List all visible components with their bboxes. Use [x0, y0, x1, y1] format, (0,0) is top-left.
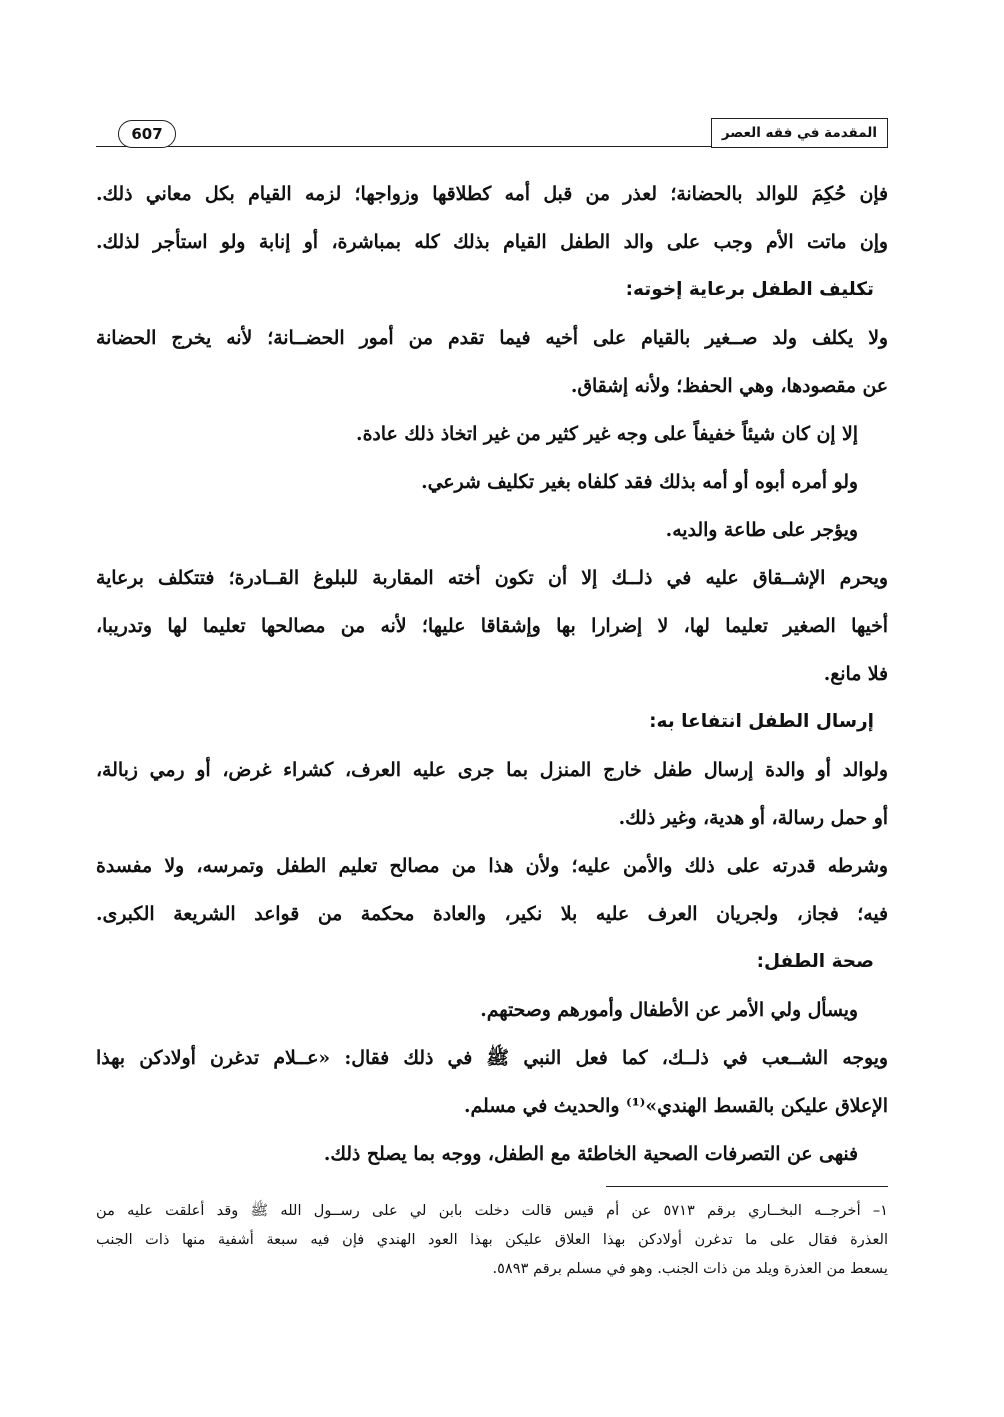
paragraph-line: فإن حُكِمَ للوالد بالحضانة؛ لعذر من قبل أمه كطلاقها وزواجها؛ لزمه القيام بكل معاني ذلك. [96, 183, 888, 205]
paragraph-line: فيه؛ فجاز، ولجريان العرف عليه بلا نكير، والعادة محكمة من قواعد الشريعة الكبرى. [96, 903, 888, 925]
paragraph-line: ولو أمره أبوه أو أمه بذلك فقد كلفاه بغير تكليف شرعي. [421, 471, 858, 493]
paragraph-line: عن مقصودها، وهي الحفظ؛ ولأنه إشقاق. [570, 375, 888, 397]
section-heading: إرسال الطفل انتفاعا به: [649, 711, 874, 732]
footnote-line: ١– أخرجــه البخــاري برقم ٥٧١٣ عن أم قيس قالت دخلت بابن لي على رســول الله ﷺ وقد أعلقت عليه من [96, 1202, 888, 1219]
paragraph-line: الإعلاق عليكن بالقسط الهندي»⁽¹⁾ والحديث في مسلم. [463, 1095, 888, 1117]
paragraph-line: ويوجه الشــعب في ذلــك، كما فعل النبي ﷺ في ذلك فقال: «عــلام تدغرن أولادكن بهذا [96, 1047, 888, 1069]
paragraph-line: وإن ماتت الأم وجب على والد الطفل القيام بذلك كله بمباشرة، أو إنابة ولو استأجر لذلك. [96, 231, 888, 253]
paragraph-line: إلا إن كان شيئاً خفيفاً على وجه غير كثير من غير اتخاذ ذلك عادة. [356, 423, 858, 445]
footnote-line: يسعط من العذرة ويلد من ذات الجنب. وهو في مسلم برقم ٥٨٩٣. [492, 1260, 888, 1277]
footnote-separator [606, 1186, 888, 1187]
paragraph-line: ويؤجر على طاعة والديه. [665, 519, 858, 541]
section-heading: تكليف الطفل برعاية إخوته: [625, 279, 874, 300]
paragraph-line: ولوالد أو والدة إرسال طفل خارج المنزل بما جرى عليه العرف، كشراء غرض، أو رمي زبالة، [96, 759, 888, 781]
footnote-line: العذرة فقال على ما تدغرن أولادكن بهذا العلاق عليكن بهذا العود الهندي فإن فيه سبعة أشفية منها ذات الجنب [96, 1231, 888, 1248]
paragraph-line: أو حمل رسالة، أو هدية، وغير ذلك. [618, 807, 888, 829]
book-title: المقدمة في فقه العصر [711, 118, 888, 148]
paragraph-line: فلا مانع. [823, 663, 888, 685]
paragraph-line: فنهى عن التصرفات الصحية الخاطئة مع الطفل، ووجه بما يصلح ذلك. [323, 1143, 858, 1165]
page-number: 607 [118, 120, 176, 148]
footnote [96, 1196, 888, 1283]
paragraph-line: ويسأل ولي الأمر عن الأطفال وأمورهم وصحتهم. [480, 999, 858, 1021]
paragraph-line: ويحرم الإشــقاق عليه في ذلــك إلا أن تكون أخته المقاربة للبلوغ القــادرة؛ فتتكلف برعاية [96, 567, 888, 589]
paragraph-line: وشرطه قدرته على ذلك والأمن عليه؛ ولأن هذا من مصالح تعليم الطفل وتمرسه، ولا مفسدة [96, 855, 888, 877]
page-header [96, 116, 888, 148]
page-body [96, 170, 888, 1178]
paragraph-line: ولا يكلف ولد صــغير بالقيام على أخيه فيما تقدم من أمور الحضــانة؛ لأنه يخرج الحضانة [96, 327, 888, 349]
paragraph-line: أخيها الصغير تعليما لها، لا إضرارا بها وإشقاقا عليها؛ لأنه من مصالحها تعليما لها وتدريبا، [96, 615, 888, 637]
section-heading: صحة الطفل: [756, 951, 874, 972]
